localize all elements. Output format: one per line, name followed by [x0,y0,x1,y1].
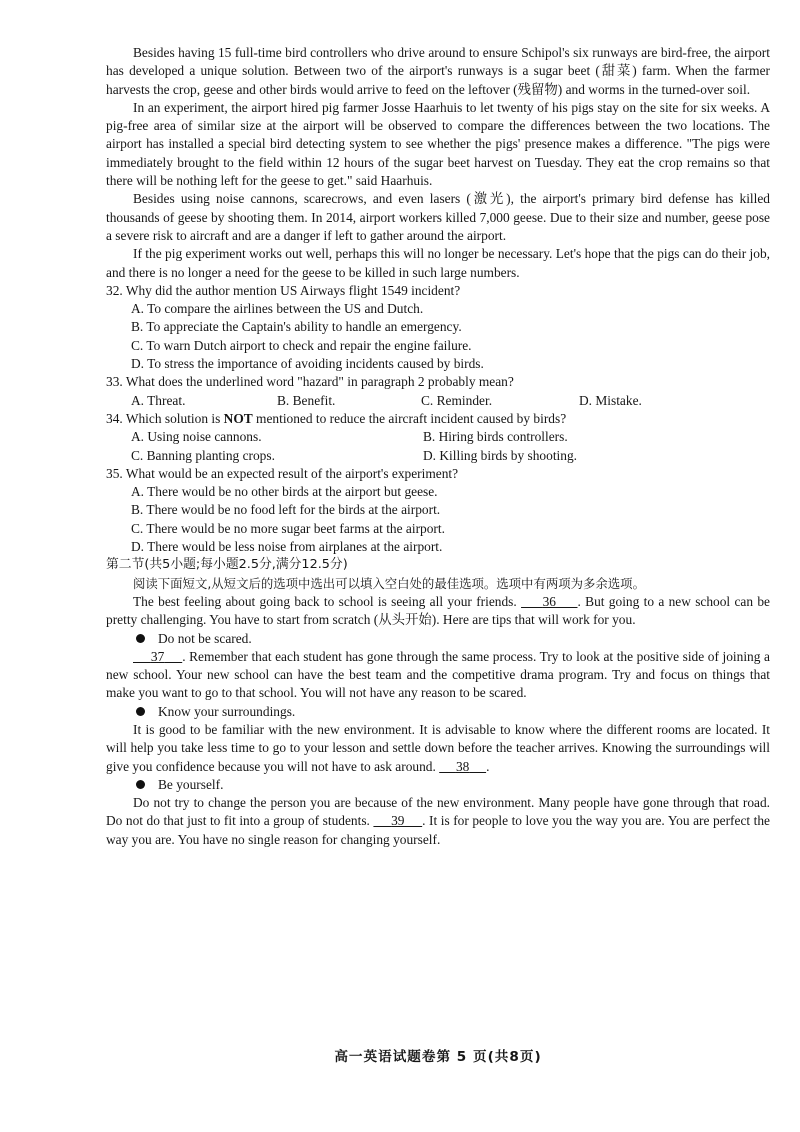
exam-page [106,44,771,1065]
bullet-dot-icon [136,780,145,789]
question-33-option-b: B. Benefit. [277,392,336,408]
question-35-option-c: C. There would be no more sugar beet farms at the airport. [131,520,445,536]
bullet-heading-3-text: Be yourself. [158,776,224,792]
passage-paragraph-2: In an experiment, the airport hired pig farmer Josse Haarhuis to let twenty of his pigs stay on the site for six weeks. A pig-free area of similar size at the airport will be observed to compare the differences between the two locations. The airport has installed a special bird detecting system to see whether the pigs' presence makes a difference. "The pigs were immediately brought to the field within 12 hours of the sugar beet harvest on Tuesday. They eat the crop remains so that there will be nothing left for the geese to get." said Haarhuis. [106,99,770,189]
bullet-3-text-pre: Do not try to change the person you are because of the new environment. Many people have gone through that road. Do not do that just to fit into a group of students. [106,795,770,829]
bullet-2-paragraph: It is good to be familiar with the new environment. It is advisable to know where the different rooms are located. It will help you take less time to go to your lesson and settle down before the teacher arrives. Knowing the surroundings will give you confidence because you will not have to ask around. 38 . [106,721,770,774]
blank-39 [373,813,422,828]
bullet-heading-3 [106,776,770,794]
question-34-stem-pre: 34. Which solution is [106,410,224,426]
question-33-option-d: D. Mistake. [579,392,642,408]
question-35-option-b: B. There would be no food left for the birds at the airport. [131,502,441,518]
question-35-option-d: D. There would be less noise from airplanes at the airport. [131,539,443,555]
question-33-option-c: C. Reminder. [421,392,493,408]
blank-38-number: 38 [455,758,470,774]
passage-paragraph-4: If the pig experiment works out well, perhaps this will no longer be necessary. Let's hope that the pigs can do their job, and there is no longer a need for the geese to be killed in such large numbers. [106,246,770,280]
question-34-stem-post: mentioned to reduce the aircraft incident caused by birds? [252,410,567,426]
question-34-options-row-1 [106,428,770,446]
blank-36 [521,594,577,609]
section-2-title: 第二节(共5小题;每小题2.5分,满分12.5分) [106,557,348,573]
question-32-option-a: A. To compare the airlines between the US and Dutch. [131,301,424,317]
question-35-option-a: A. There would be no other birds at the airport but geese. [131,484,438,500]
bullet-heading-2-text: Know your surroundings. [158,703,296,719]
question-34-option-a: A. Using noise cannons. [131,429,262,445]
passage-paragraph-1: Besides having 15 full-time bird controllers who drive around to ensure Schipol's six runways are bird-free, the airport has developed a unique solution. Between two of the airport's runways is a sugar beet (甜菜) farm. When the farmer harvests the crop, geese and other birds would arrive to feed on the leftover (残留物) and worms in the turned-over soil. [106,45,770,97]
page-footer: 高一英语试题卷第 5 页(共8页) [334,1049,542,1065]
question-33-stem: 33. What does the underlined word "hazard" in paragraph 2 probably mean? [106,374,514,390]
cloze-intro-pre: The best feeling about going back to school is seeing all your friends. [133,593,517,609]
bullet-1-paragraph [106,648,770,703]
question-32-option-d: D. To stress the importance of avoiding incidents caused by birds. [131,356,484,372]
bullet-heading-1 [106,630,770,648]
blank-36-number: 36 [542,593,556,609]
question-33-options [106,392,770,410]
question-34-stem [106,410,770,428]
question-33-option-a: A. Threat. [131,392,186,408]
bullet-3-text-post: . It is for people to love you the way you are. You are perfect the way you are. You have no single reason for changing yourself. [106,813,771,847]
question-35-stem: 35. What would be an expected result of the airport's experiment? [106,465,459,481]
bullet-heading-1-text: Do not be scared. [158,630,252,646]
bullet-3-paragraph [106,794,770,849]
question-34-stem-bold: NOT [223,410,253,426]
blank-37-number: 37 [150,648,165,664]
blank-37 [133,649,182,664]
bullet-1-text: . Remember that each student has gone through the same process. Try to look at the positive side of joining a new school. Your new school can have the best team and the competitive drama program. Try and focus on things that make you want to go to that school. You will not have any reason to be scared. [106,648,770,701]
bullet-dot-icon [136,634,145,643]
cloze-intro [106,593,770,630]
question-35 [106,465,770,556]
question-32 [106,282,770,373]
question-34-option-c: C. Banning planting crops. [131,447,275,463]
bullet-heading-2 [106,703,770,721]
passage-paragraph-3: Besides using noise cannons, scarecrows, and even lasers (激光), the airport's primary bird defense has killed thousands of geese by shooting them. In 2014, airport workers killed 7,000 geese. Due to their size and number, geese pose a severe risk to aircraft and are a danger if left to gather around the airport. [106,191,770,243]
question-33 [106,373,770,410]
cloze-intro-post: . But going to a new school can be pretty challenging. You have to start from scratch (从头开始). Here are tips that will work for you. [106,593,770,628]
question-34 [106,410,770,465]
question-32-stem: 32. Why did the author mention US Airways flight 1549 incident? [106,282,461,298]
question-34-options-row-2 [106,447,770,465]
blank-38 [439,759,486,774]
bullet-dot-icon [136,707,145,716]
question-34-option-b: B. Hiring birds controllers. [423,429,568,445]
section-2-instruction: 阅读下面短文,从短文后的选项中选出可以填入空白处的最佳选项。选项中有两项为多余选项。 [133,575,645,591]
question-34-option-d: D. Killing birds by shooting. [423,447,577,463]
blank-39-number: 39 [391,813,405,829]
question-32-option-c: C. To warn Dutch airport to check and repair the engine failure. [131,337,472,353]
bullet-2-text: It is good to be familiar with the new environment. It is advisable to know where the different rooms are located. It will help you take less time to go to your lesson and settle down before the teacher arrives. Knowing the surroundings will give you confidence because you will not have to ask around. [106,721,770,774]
question-32-option-b: B. To appreciate the Captain's ability to handle an emergency. [131,319,462,335]
